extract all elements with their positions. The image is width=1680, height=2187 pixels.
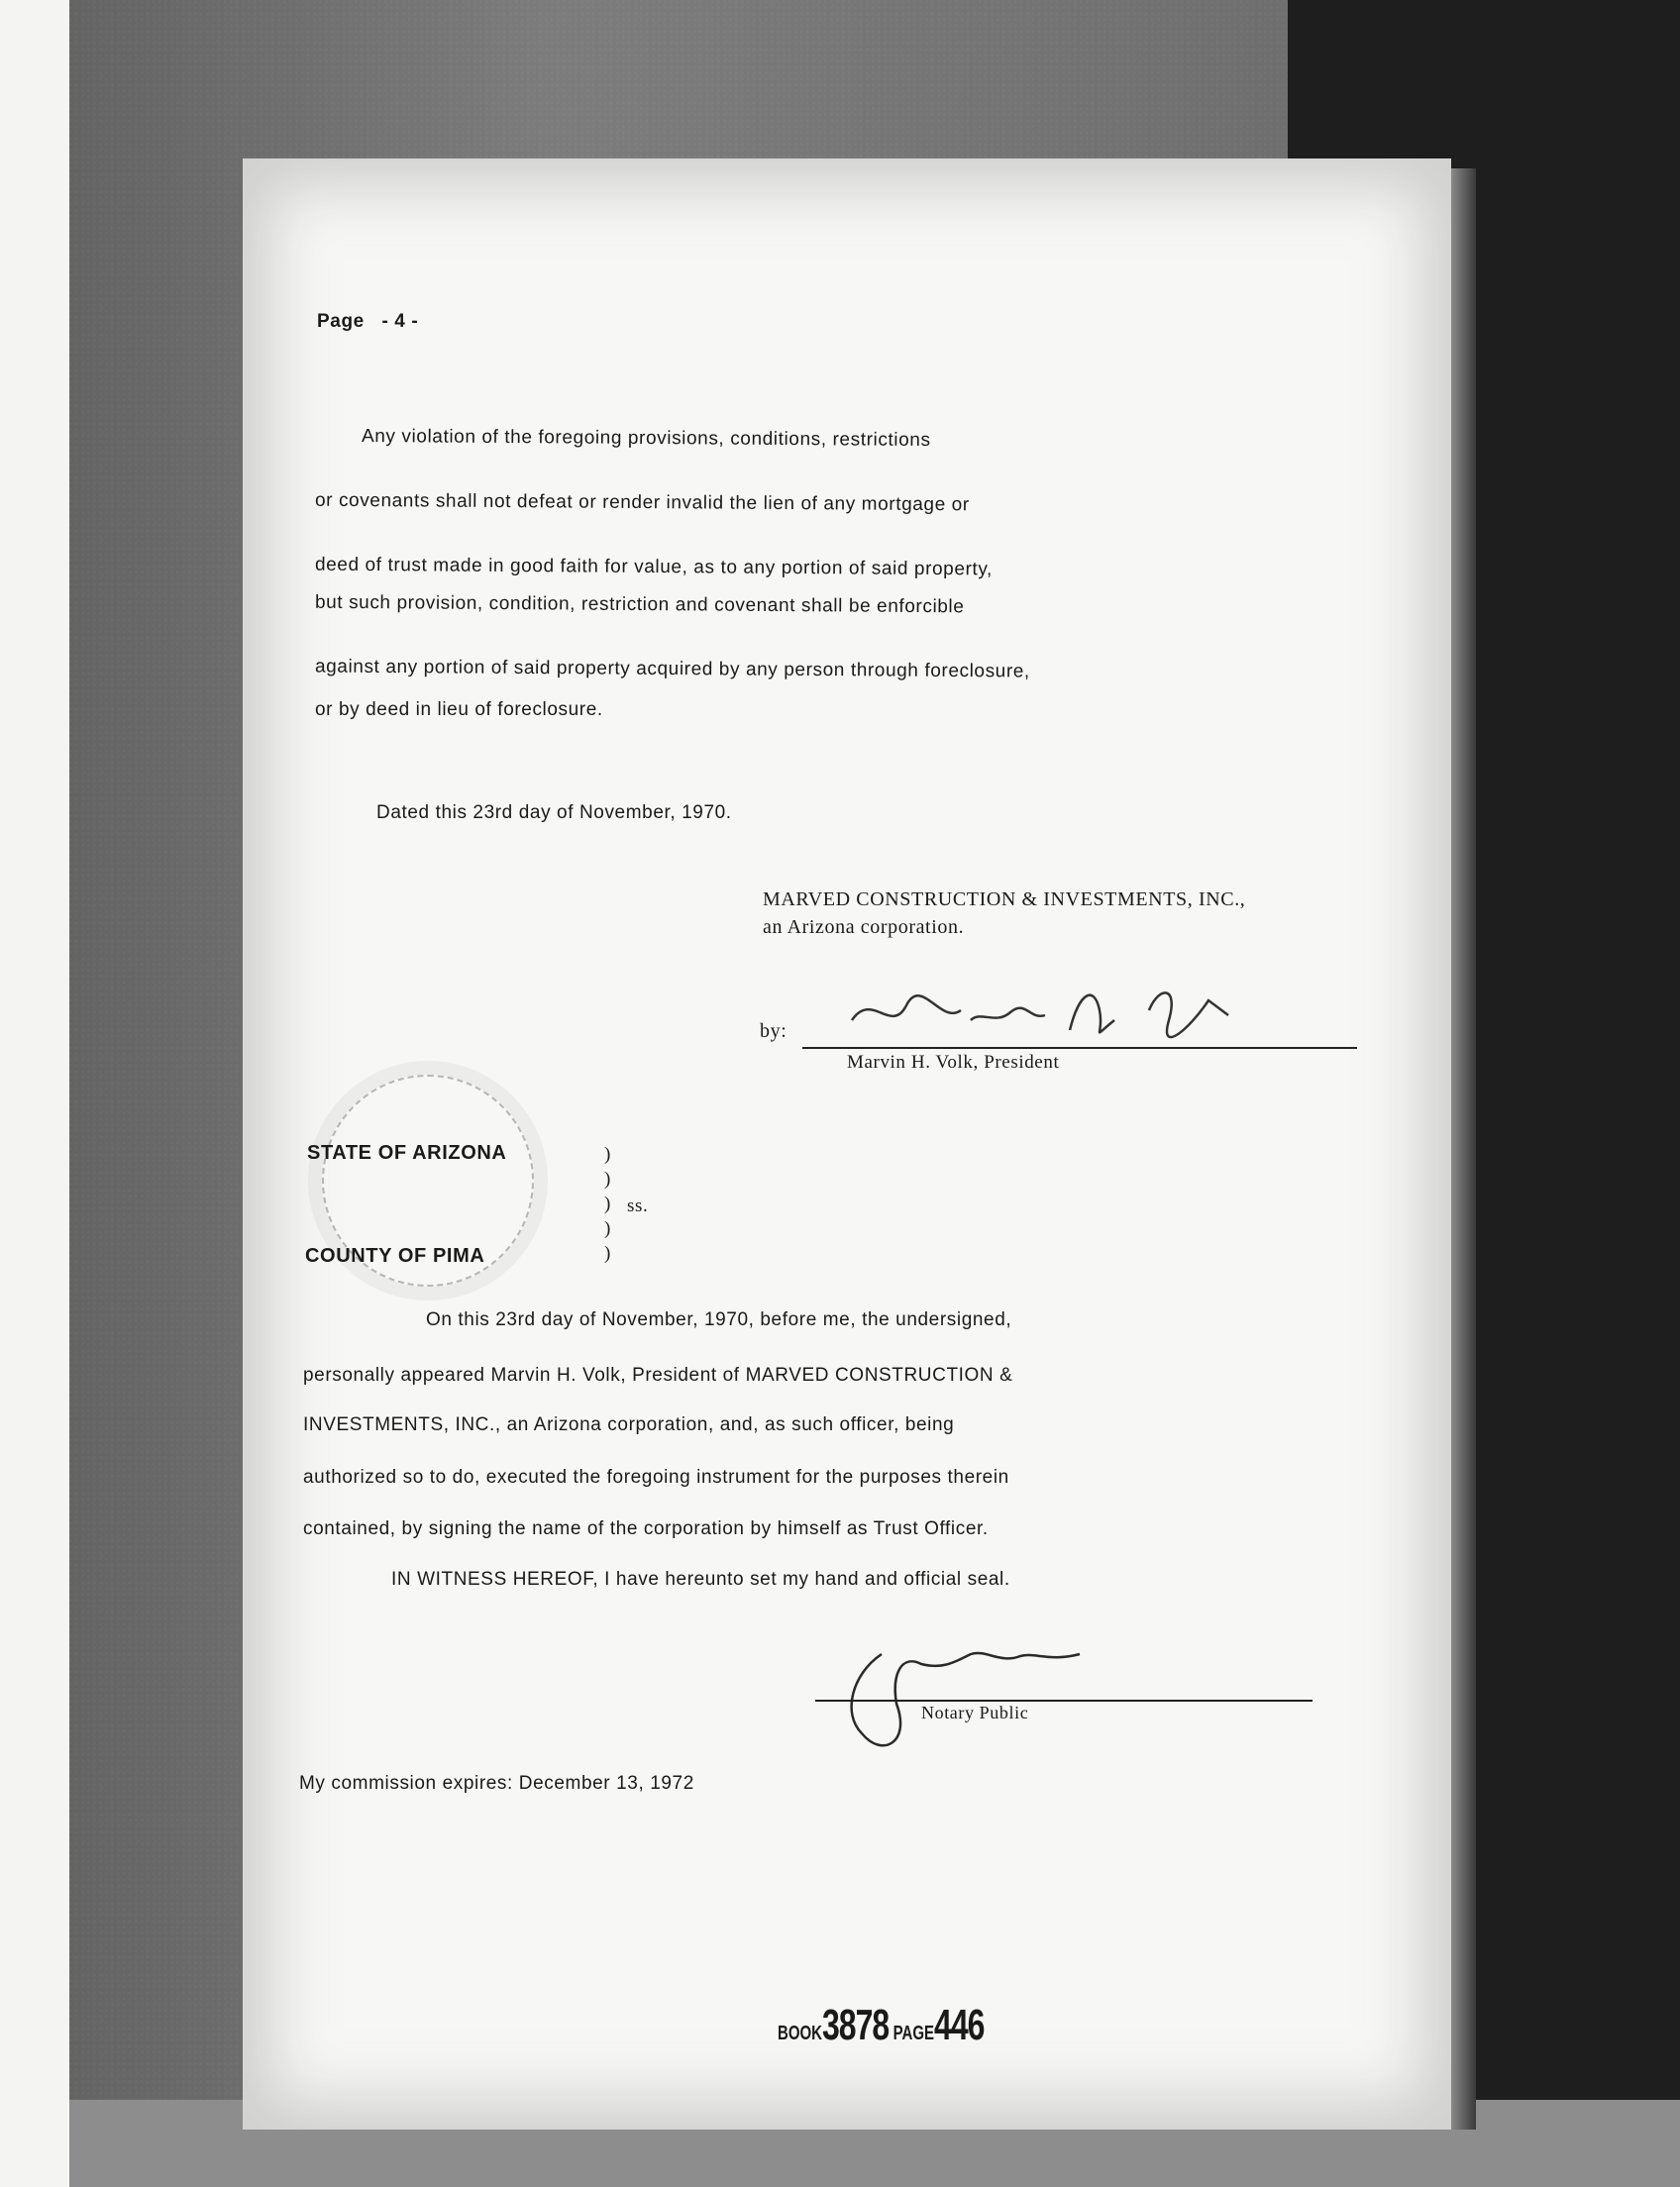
- recording-reference: [778, 2001, 984, 2050]
- notary-title: Notary Public: [921, 1703, 1029, 1722]
- book-label: BOOK: [778, 2022, 822, 2045]
- witness-line: IN WITNESS HEREOF, I have hereunto set my hand and official seal.: [391, 1569, 1010, 1590]
- body-line-6: or by deed in lieu of foreclosure.: [315, 699, 603, 720]
- page-number-recording: 446: [934, 2001, 985, 2049]
- page-number: - 4 -: [381, 311, 419, 332]
- ack-line-4: authorized so to do, executed the foregoing instrument for the purposes therein: [303, 1467, 1009, 1488]
- page-label-recording: PAGE: [892, 2022, 935, 2045]
- signature-line-notary: [815, 1700, 1312, 1702]
- venue-paren-1: ): [604, 1144, 611, 1165]
- by-label: by:: [760, 1020, 788, 1042]
- commission-expires: My commission expires: December 13, 1972: [299, 1773, 694, 1794]
- signature-notary-icon: [812, 1634, 1109, 1763]
- body-line-2: or covenants shall not defeat or render invalid the lien of any mortgage or: [314, 489, 970, 516]
- company-description: an Arizona corporation.: [763, 916, 965, 938]
- dated-line: Dated this 23rd day of November, 1970.: [376, 802, 732, 823]
- ack-line-5: contained, by signing the name of the corporation by himself as Trust Officer.: [303, 1518, 989, 1539]
- venue-ss: ss.: [627, 1196, 649, 1216]
- book-number: 3878: [822, 2001, 890, 2049]
- venue-state: STATE OF ARIZONA: [307, 1142, 507, 1164]
- ack-line-3: INVESTMENTS, INC., an Arizona corporation, and, as such officer, being: [303, 1414, 955, 1435]
- venue-paren-3: ): [604, 1194, 611, 1214]
- page-label: Page: [317, 311, 365, 332]
- signer-name: Marvin H. Volk, President: [847, 1052, 1060, 1073]
- signature-line-volk: [802, 1047, 1357, 1049]
- page-header: [317, 311, 418, 333]
- venue-paren-4: ): [604, 1218, 611, 1239]
- ack-line-2: personally appeared Marvin H. Volk, President of MARVED CONSTRUCTION &: [303, 1365, 1013, 1386]
- ack-line-1: On this 23rd day of November, 1970, before me, the undersigned,: [426, 1309, 1012, 1330]
- body-line-1: Any violation of the foregoing provisions, conditions, restrictions: [361, 425, 931, 452]
- company-name: MARVED CONSTRUCTION & INVESTMENTS, INC.,: [763, 888, 1246, 910]
- venue-paren-5: ): [604, 1243, 611, 1264]
- body-line-4: but such provision, condition, restriction and covenant shall be enforcible: [314, 591, 965, 618]
- venue-paren-2: ): [604, 1169, 611, 1190]
- body-line-5: against any portion of said property acquired by any person through foreclosure,: [314, 656, 1030, 682]
- signature-volk-icon: [832, 981, 1268, 1050]
- body-line-3: deed of trust made in good faith for value, as to any portion of said property,: [314, 554, 994, 580]
- venue-county: COUNTY OF PIMA: [305, 1245, 485, 1267]
